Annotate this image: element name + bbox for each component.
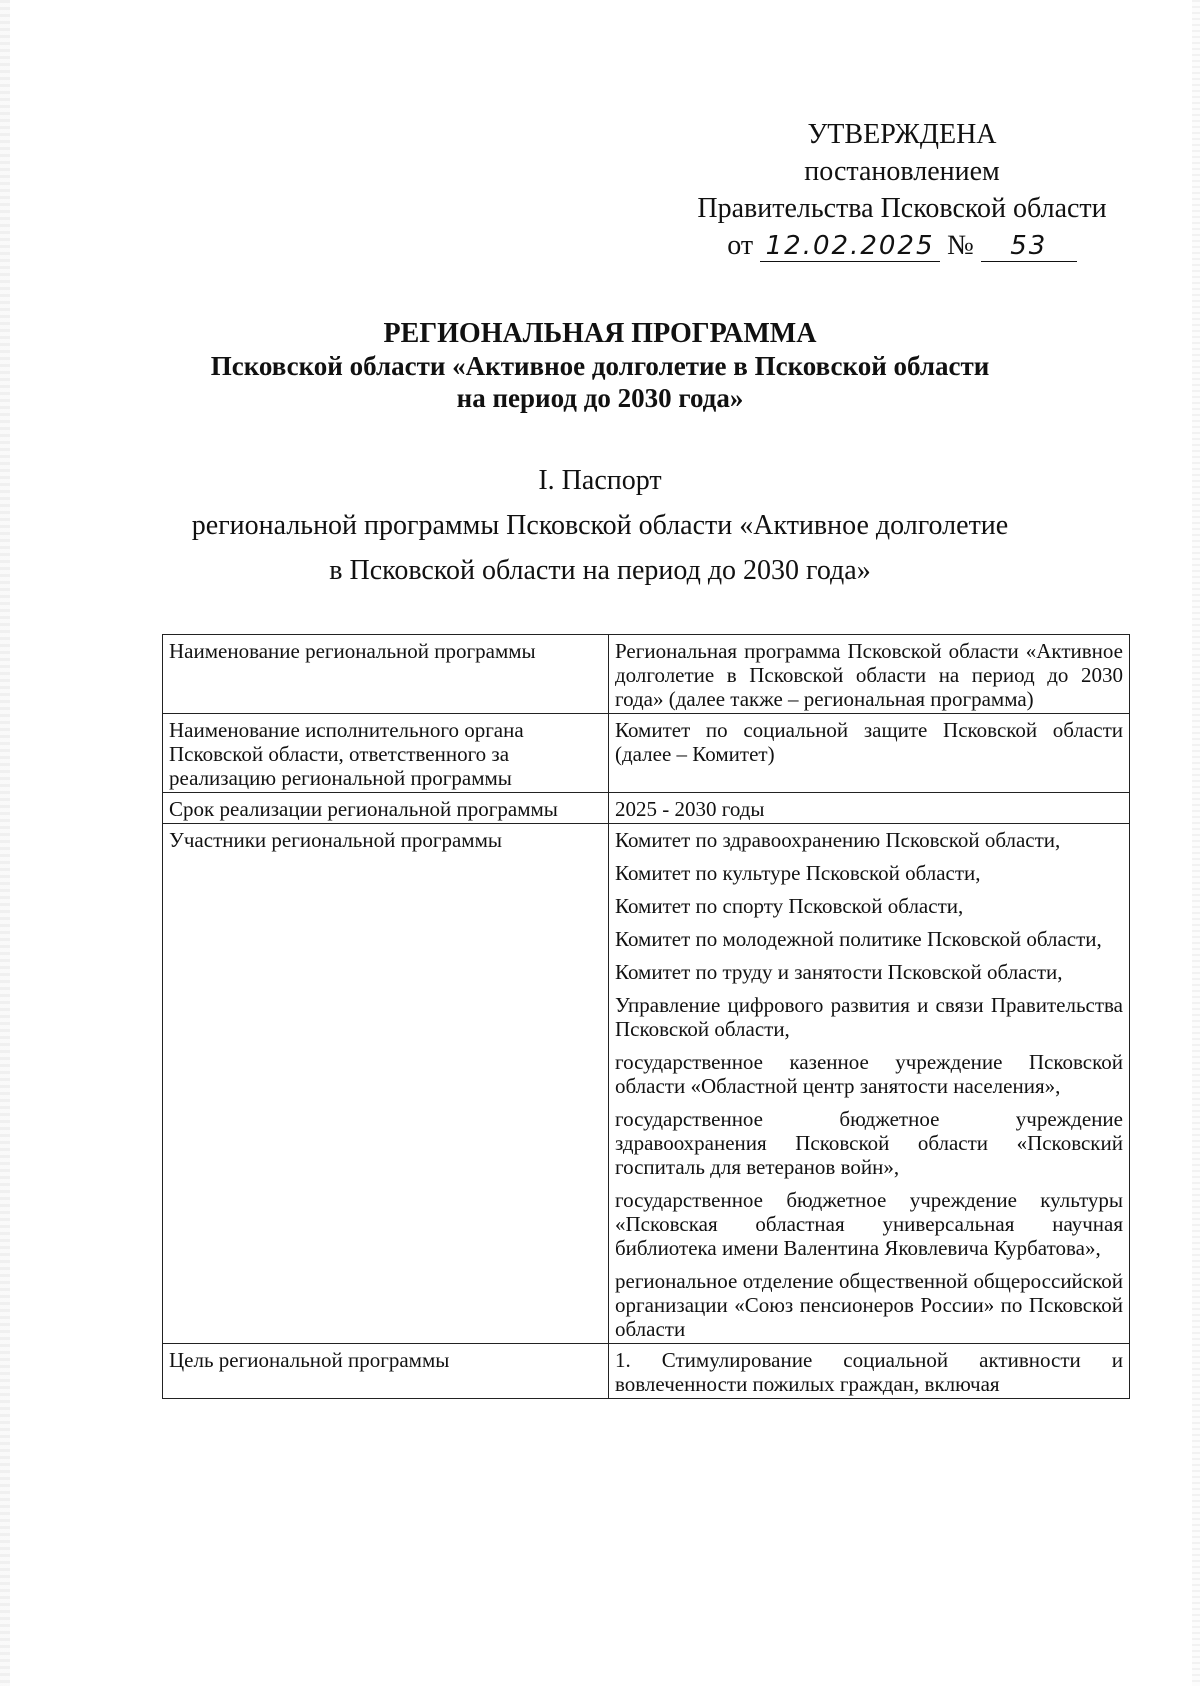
list-item: Комитет по молодежной политике Псковской области, — [615, 927, 1102, 951]
row-value: 2025 - 2030 годы — [609, 793, 1130, 824]
handwritten-date: 12.02.2025 — [760, 231, 940, 262]
approval-date-line — [692, 227, 1112, 264]
section-line-2: региональной программы Псковской области «Активное долголетие — [191, 510, 1009, 541]
handwritten-number: 53 — [981, 231, 1077, 262]
row-label: Наименование исполнительного органа Псковской области, ответственного за реализацию региональной программы — [163, 714, 609, 793]
table-row — [163, 635, 1130, 714]
list-item: Комитет по культуре Псковской области, — [615, 861, 981, 885]
title-line-1: РЕГИОНАЛЬНАЯ ПРОГРАММА — [383, 318, 817, 349]
table-row — [163, 1344, 1130, 1399]
row-label: Наименование региональной программы — [163, 635, 609, 714]
section-heading — [100, 458, 1100, 593]
row-value: 1. Стимулирование социальной активности и вовлеченности пожилых граждан, включая — [609, 1344, 1130, 1399]
list-item: региональное отделение общественной общероссийской организации «Союз пенсионеров России» по Псковской области — [615, 1269, 1123, 1341]
row-value: Региональная программа Псковской области «Активное долголетие в Псковской области на период до 2030 года» (далее также – региональная программа) — [609, 635, 1130, 714]
table-row — [163, 714, 1130, 793]
document-title — [150, 318, 1050, 414]
section-line-1: I. Паспорт — [538, 465, 662, 496]
approval-line-2: постановлением — [804, 156, 1000, 187]
title-line-3: на период до 2030 года» — [456, 383, 744, 413]
row-label: Участники региональной программы — [163, 824, 609, 1344]
list-item: государственное казенное учреждение Псковской области «Областной центр занятости населения», — [615, 1050, 1123, 1098]
list-item: государственное бюджетное учреждение здравоохранения Псковской области «Псковский госпиталь для ветеранов войн», — [615, 1107, 1123, 1179]
approval-stamp — [692, 116, 1112, 264]
row-label: Срок реализации региональной программы — [163, 793, 609, 824]
scan-edge-right — [1192, 0, 1200, 1686]
number-prefix: № — [947, 230, 974, 261]
list-item: государственное бюджетное учреждение культуры «Псковская областная универсальная научная библиотека имени Валентина Яковлевича Курбатова», — [615, 1188, 1123, 1260]
approval-heading: УТВЕРЖДЕНА — [807, 119, 997, 150]
passport-table — [162, 634, 1130, 1399]
row-label: Цель региональной программы — [163, 1344, 609, 1399]
table-row — [163, 793, 1130, 824]
approval-line-3: Правительства Псковской области — [697, 193, 1107, 224]
table-row — [163, 824, 1130, 1344]
title-line-2: Псковской области «Активное долголетие в Псковской области — [210, 351, 990, 381]
list-item: Комитет по здравоохранению Псковской области, — [615, 828, 1061, 852]
list-item: Управление цифрового развития и связи Правительства Псковской области, — [615, 993, 1123, 1041]
participants-list — [609, 824, 1130, 1344]
row-value: Комитет по социальной защите Псковской области (далее – Комитет) — [609, 714, 1130, 793]
scan-edge-left — [0, 0, 10, 1686]
date-prefix: от — [727, 230, 754, 261]
list-item: Комитет по спорту Псковской области, — [615, 894, 964, 918]
list-item: Комитет по труду и занятости Псковской области, — [615, 960, 1063, 984]
section-line-3: в Псковской области на период до 2030 года» — [329, 555, 871, 586]
